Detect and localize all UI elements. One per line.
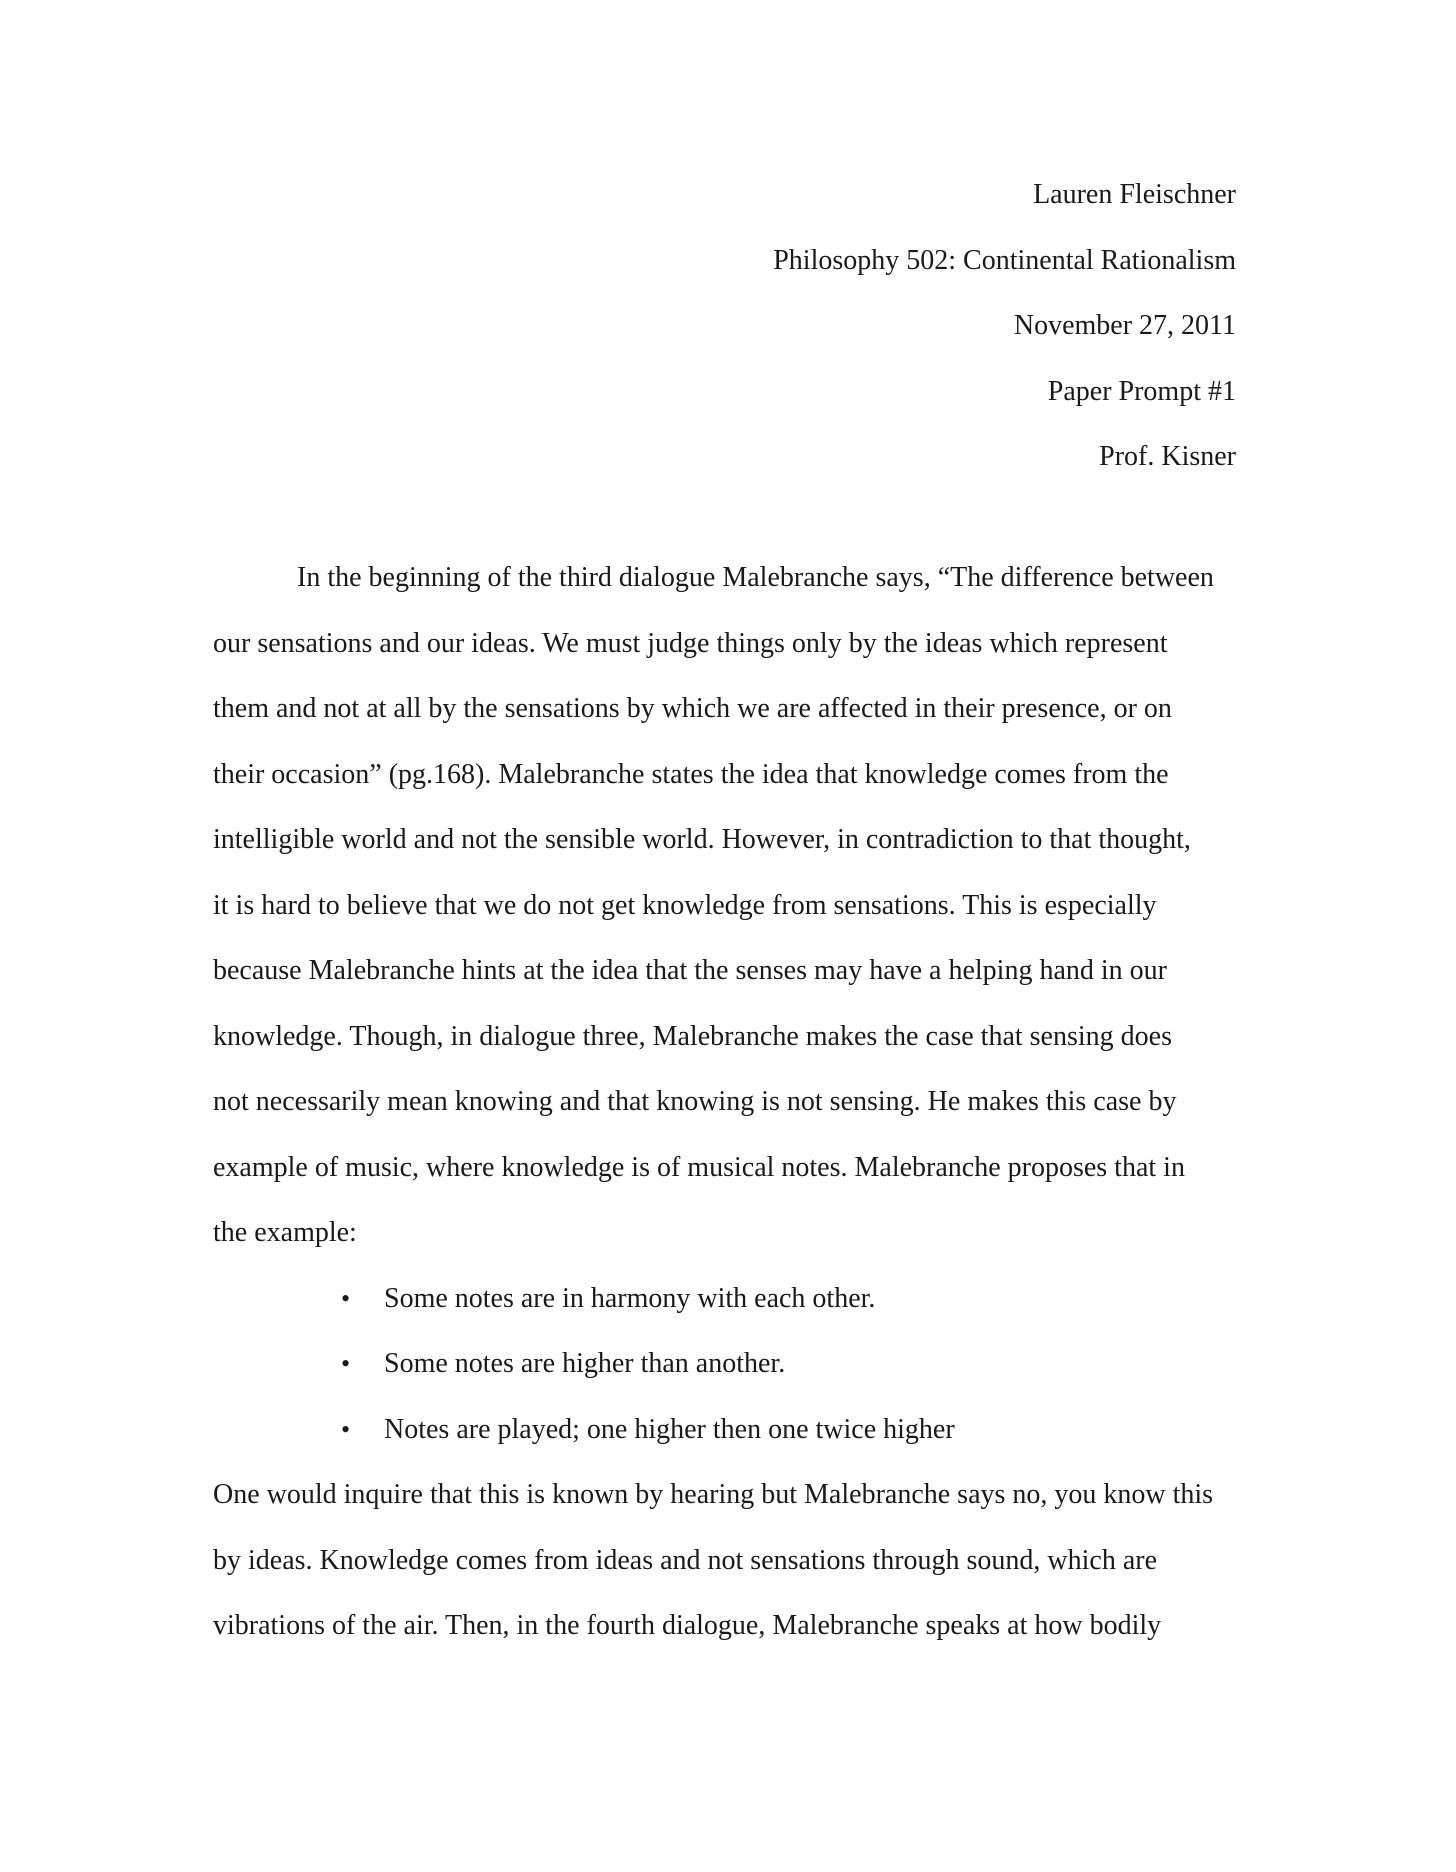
author-name: Lauren Fleischner <box>1033 179 1236 210</box>
text-line: our sensations and our ideas. We must judge things only by the ideas which represent <box>213 627 1168 659</box>
text-line: vibrations of the air. Then, in the fourth dialogue, Malebranche speaks at how bodily <box>213 1610 1162 1641</box>
course-name: Philosophy 502: Continental Rationalism <box>773 244 1236 276</box>
text-line: them and not at all by the sensations by which we are affected in their presence, or on <box>213 693 1172 724</box>
text-line: because Malebranche hints at the idea that the senses may have a helping hand in our <box>213 955 1167 986</box>
list-item-text: Notes are played; one higher then one twice higher <box>384 1413 955 1445</box>
list-item <box>213 1266 1233 1332</box>
text-line: their occasion” (pg.168). Malebranche states the idea that knowledge comes from the <box>213 758 1169 790</box>
assignment-title: Paper Prompt #1 <box>1047 375 1236 407</box>
text-line: it is hard to believe that we do not get knowledge from sensations. This is especially <box>213 889 1157 921</box>
bullet-icon: • <box>341 1349 351 1378</box>
paragraph-1 <box>213 545 1233 1266</box>
text-line: intelligible world and not the sensible world. However, in contradiction to that thought, <box>213 824 1191 855</box>
bullet-icon: • <box>341 1283 351 1313</box>
list-item-text: Some notes are in harmony with each other. <box>384 1282 876 1314</box>
paragraph-2 <box>213 1462 1233 1659</box>
text-line: In the beginning of the third dialogue Malebranche says, “The difference between <box>297 562 1214 593</box>
list-item <box>213 1331 1233 1397</box>
bullet-list <box>213 1266 1233 1463</box>
professor-name: Prof. Kisner <box>1099 441 1236 472</box>
text-line: not necessarily mean knowing and that knowing is not sensing. He makes this case by <box>213 1086 1177 1117</box>
bullet-icon: • <box>341 1414 351 1444</box>
text-line: knowledge. Though, in dialogue three, Malebranche makes the case that sensing does <box>213 1020 1172 1052</box>
text-line: by ideas. Knowledge comes from ideas and not sensations through sound, which are <box>213 1544 1158 1576</box>
date: November 27, 2011 <box>1013 310 1236 341</box>
paper-heading <box>773 162 1236 490</box>
list-item <box>213 1397 1233 1463</box>
paper-body <box>213 545 1233 1659</box>
text-line: example of music, where knowledge is of musical notes. Malebranche proposes that in <box>213 1151 1185 1183</box>
list-item-text: Some notes are higher than another. <box>384 1348 786 1379</box>
text-line: One would inquire that this is known by hearing but Malebranche says no, you know this <box>213 1479 1214 1510</box>
text-line: the example: <box>213 1217 357 1248</box>
